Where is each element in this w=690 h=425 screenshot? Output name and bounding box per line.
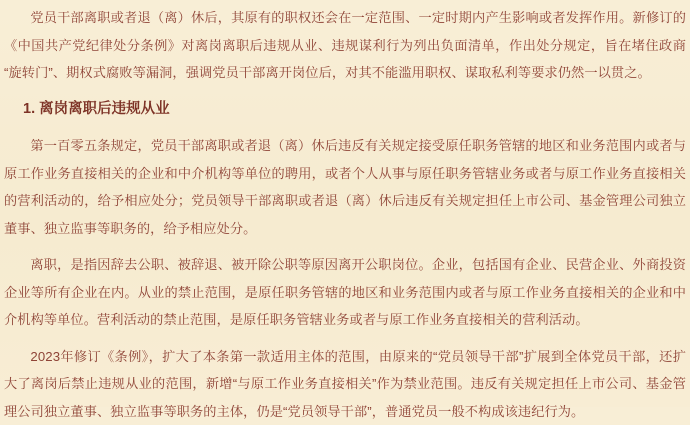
section-1-heading: 1. 离岗离职后违规从业 bbox=[4, 96, 686, 124]
article-paragraph-regulation: 第一百零五条规定，党员干部离职或者退（离）休后违反有关规定接受原任职务管辖的地区和业务范围内或者与原工作业务直接相关的企业和中介机构等单位的聘用，或者个人从事与原任职务管辖业务或者与原工作业务直接相关的营利活动的，给予相应处分；党员领导干部离职或者退（离）休后违反有关规定担任上市公司、基金管理公司独立董事、独立监事等职务的，给予相应处分。 bbox=[4, 132, 686, 242]
article-paragraph-2023-revision: 2023年修订《条例》，扩大了本条第一款适用主体的范围，由原来的“党员领导干部”扩展到全体党员干部，还扩大了离岗后禁止违规从业的范围，新增“与原工作业务直接相关”作为禁业范围。违反有关规定担任上市公司、基金管理公司独立董事、独立监事等职务的主体，仍是“党员领导干部”，普通党员一般不构成该违纪行为。 bbox=[4, 343, 686, 425]
article-paragraph-definitions: 离职，是指因辞去公职、被辞退、被开除公职等原因离开公职岗位。企业，包括国有企业、民营企业、外商投资企业等所有企业在内。从业的禁止范围，是原任职务管辖的地区和业务范围内或者与原工作业务直接相关的企业和中介机构等单位。营利活动的禁止范围，是原任职务管辖业务或者与原工作业务直接相关的营利活动。 bbox=[4, 251, 686, 334]
intro-paragraph: 党员干部离职或者退（离）休后，其原有的职权还会在一定范围、一定时期内产生影响或者发挥作用。新修订的《中国共产党纪律处分条例》对离岗离职后违规从业、违规谋利行为列出负面清单，作出处分规定，旨在堵住政商“旋转门”、期权式腐败等漏洞，强调党员干部离开岗位后，对其不能滥用职权、谋取私利等要求仍然一以贯之。 bbox=[4, 4, 686, 87]
article-body bbox=[4, 4, 686, 425]
